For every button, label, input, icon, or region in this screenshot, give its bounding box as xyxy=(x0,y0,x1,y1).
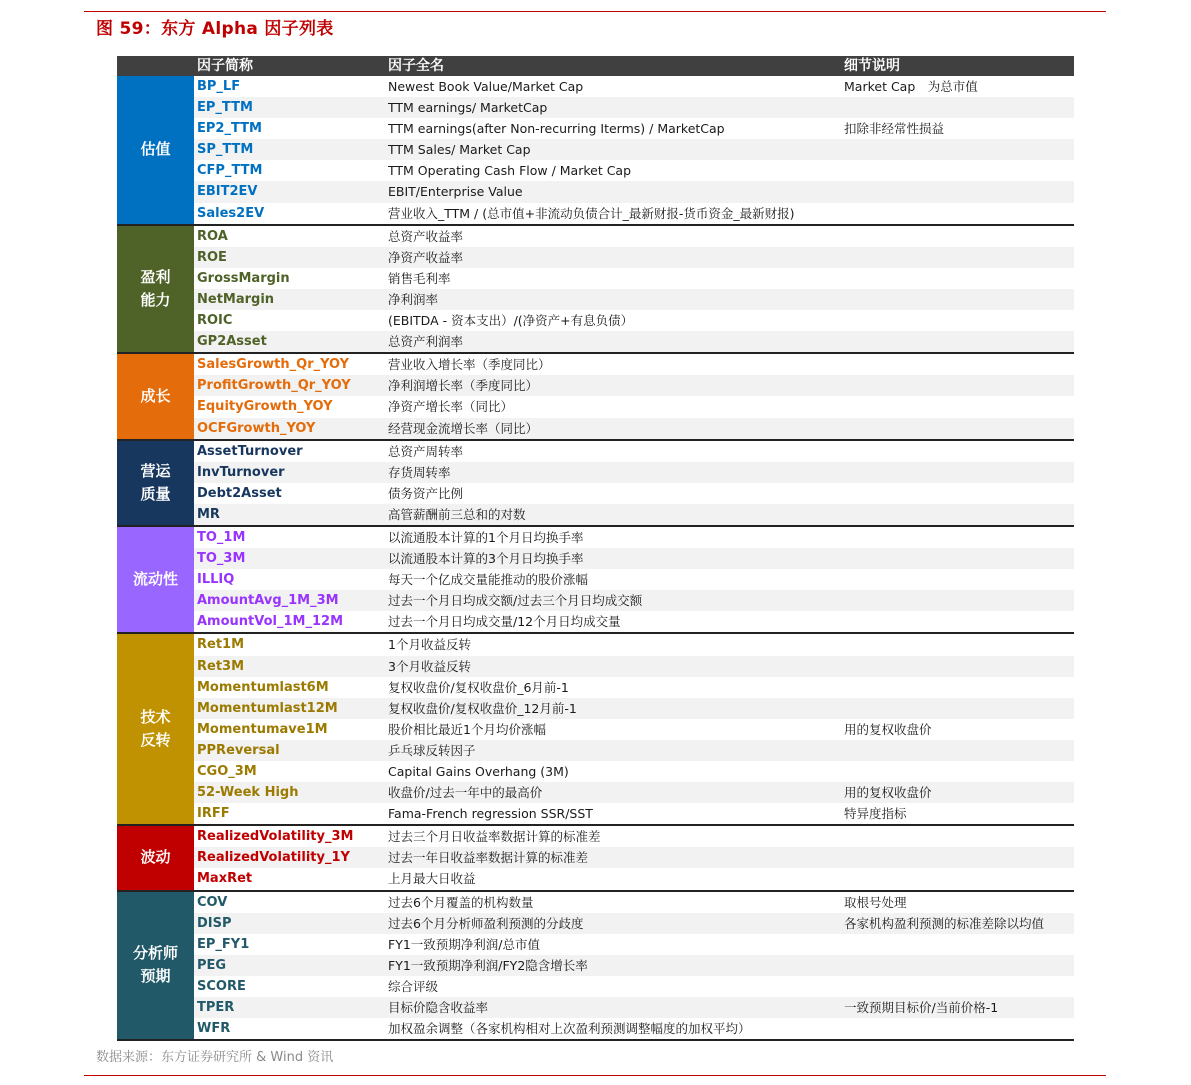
factor-note: Market Cap 为总市值 xyxy=(844,79,978,94)
factor-abbr: NetMargin xyxy=(197,291,275,307)
factor-abbr: IRFF xyxy=(197,806,230,822)
table-row xyxy=(194,76,1074,97)
factor-fullname: 以流通股本计算的1个月日均换手率 xyxy=(388,529,584,545)
table-row xyxy=(194,656,1074,677)
factor-abbr: TO_3M xyxy=(197,551,246,567)
table-row xyxy=(194,504,1074,525)
table-row xyxy=(194,997,1074,1018)
table-row xyxy=(194,868,1074,889)
factor-table xyxy=(117,56,1074,1041)
factor-fullname: 以流通股本计算的3个月日均换手率 xyxy=(388,551,584,567)
factor-abbr: RealizedVolatility_1Y xyxy=(197,850,350,866)
factor-note xyxy=(844,761,1074,782)
bottom-rule xyxy=(84,1075,1106,1076)
factor-fullname: 目标价隐含收益率 xyxy=(388,1000,489,1016)
factor-note xyxy=(844,934,1074,955)
factor-note xyxy=(844,310,1074,331)
table-row xyxy=(194,847,1074,868)
table-row xyxy=(194,310,1074,331)
factor-note: 特异度指标 xyxy=(844,806,907,822)
factor-note xyxy=(844,331,1074,352)
table-row xyxy=(194,976,1074,997)
factor-abbr: AmountAvg_1M_3M xyxy=(197,593,339,609)
factor-fullname: 营业收入增长率（季度同比） xyxy=(388,357,551,373)
category-cell: 盈利 能力 xyxy=(117,226,194,353)
factor-fullname: 净利润增长率（季度同比） xyxy=(388,378,539,394)
group-rows xyxy=(194,527,1074,632)
factor-abbr: ILLIQ xyxy=(197,572,235,588)
factor-fullname: 加权盈余调整（各家机构相对上次盈利预测调整幅度的加权平均） xyxy=(388,1021,751,1037)
factor-abbr: ProfitGrowth_Qr_YOY xyxy=(197,378,351,394)
factor-abbr: Momentumave1M xyxy=(197,721,328,737)
factor-note xyxy=(844,203,1074,224)
table-row xyxy=(194,740,1074,761)
factor-abbr: EP_TTM xyxy=(197,100,253,116)
factor-abbr: WFR xyxy=(197,1021,231,1037)
factor-fullname: TTM earnings/ MarketCap xyxy=(388,100,548,116)
table-row xyxy=(194,331,1074,352)
category-cell: 分析师 预期 xyxy=(117,892,194,1040)
factor-group xyxy=(117,76,1074,226)
table-row xyxy=(194,1018,1074,1039)
factor-note xyxy=(844,354,1074,375)
table-row xyxy=(194,677,1074,698)
factor-abbr: PEG xyxy=(197,957,227,973)
table-row xyxy=(194,634,1074,655)
factor-note xyxy=(844,97,1074,118)
table-row xyxy=(194,268,1074,289)
group-rows xyxy=(194,76,1074,224)
factor-note xyxy=(844,375,1074,396)
factor-fullname: 总资产周转率 xyxy=(388,443,464,459)
factor-abbr: Momentumlast12M xyxy=(197,700,338,716)
factor-abbr: EBIT2EV xyxy=(197,184,258,200)
category-cell: 技术 反转 xyxy=(117,634,194,824)
factor-abbr: ROE xyxy=(197,249,227,265)
factor-fullname: 上月最大日收益 xyxy=(388,871,476,887)
factor-note xyxy=(844,462,1074,483)
category-cell: 流动性 xyxy=(117,527,194,632)
source-note: 数据来源：东方证券研究所 & Wind 资讯 xyxy=(96,1050,334,1065)
factor-fullname: Fama-French regression SSR/SST xyxy=(388,806,593,822)
factor-abbr: SP_TTM xyxy=(197,142,254,158)
group-rows xyxy=(194,226,1074,353)
factor-abbr: BP_LF xyxy=(197,79,241,94)
factor-abbr: SalesGrowth_Qr_YOY xyxy=(197,357,350,373)
factor-abbr: OCFGrowth_YOY xyxy=(197,420,316,436)
factor-note xyxy=(844,181,1074,202)
factor-fullname: 过去一个月日均成交额/过去三个月日均成交额 xyxy=(388,593,643,609)
factor-note xyxy=(844,247,1074,268)
factor-note xyxy=(844,677,1074,698)
factor-abbr: DISP xyxy=(197,915,232,931)
table-row xyxy=(194,418,1074,439)
table-row xyxy=(194,139,1074,160)
factor-note xyxy=(844,548,1074,569)
table-row xyxy=(194,761,1074,782)
factor-fullname: 总资产利润率 xyxy=(388,334,464,350)
factor-fullname: TTM Sales/ Market Cap xyxy=(388,142,531,158)
factor-fullname: 过去6个月覆盖的机构数量 xyxy=(388,894,534,910)
category-cell: 营运 质量 xyxy=(117,441,194,525)
factor-abbr: InvTurnover xyxy=(197,464,285,480)
factor-fullname: 股价相比最近1个月均价涨幅 xyxy=(388,721,546,737)
factor-fullname: Capital Gains Overhang (3M) xyxy=(388,764,569,779)
factor-group xyxy=(117,226,1074,355)
factor-note xyxy=(844,527,1074,548)
factor-abbr: 52-Week High xyxy=(197,785,299,801)
factor-abbr: CGO_3M xyxy=(197,764,257,779)
factor-abbr: CFP_TTM xyxy=(197,163,263,179)
factor-abbr: MaxRet xyxy=(197,871,253,887)
factor-fullname: 收盘价/过去一年中的最高价 xyxy=(388,785,543,801)
factor-abbr: AssetTurnover xyxy=(197,443,303,459)
factor-abbr: EquityGrowth_YOY xyxy=(197,399,333,415)
table-row xyxy=(194,934,1074,955)
figure-title: 图 59：东方 Alpha 因子列表 xyxy=(96,19,334,39)
factor-group xyxy=(117,354,1074,440)
table-row xyxy=(194,462,1074,483)
table-row xyxy=(194,375,1074,396)
factor-fullname: 存货周转率 xyxy=(388,464,451,480)
factor-note xyxy=(844,139,1074,160)
factor-note xyxy=(844,569,1074,590)
table-row xyxy=(194,396,1074,417)
factor-note xyxy=(844,289,1074,310)
group-rows xyxy=(194,634,1074,824)
factor-group xyxy=(117,826,1074,891)
table-row xyxy=(194,181,1074,202)
factor-note xyxy=(844,268,1074,289)
table-row xyxy=(194,354,1074,375)
factor-note xyxy=(844,160,1074,181)
factor-note xyxy=(844,226,1074,247)
factor-abbr: Ret1M xyxy=(197,637,245,653)
factor-note xyxy=(844,504,1074,525)
table-row xyxy=(194,118,1074,139)
factor-note: 扣除非经常性损益 xyxy=(844,121,945,137)
factor-note: 各家机构盈利预测的标准差除以均值 xyxy=(844,915,1045,931)
factor-fullname: FY1一致预期净利润/总市值 xyxy=(388,936,540,952)
header-category xyxy=(117,56,194,76)
factor-abbr: TPER xyxy=(197,1000,235,1016)
table-row xyxy=(194,803,1074,824)
table-row xyxy=(194,527,1074,548)
header-fullname: 因子全名 xyxy=(388,58,444,74)
table-row xyxy=(194,590,1074,611)
group-rows xyxy=(194,354,1074,438)
table-row xyxy=(194,483,1074,504)
factor-fullname: FY1一致预期净利润/FY2隐含增长率 xyxy=(388,957,588,973)
factor-note xyxy=(844,740,1074,761)
factor-abbr: MR xyxy=(197,506,220,522)
factor-fullname: 销售毛利率 xyxy=(388,270,451,286)
factor-abbr: AmountVol_1M_12M xyxy=(197,614,344,630)
table-row xyxy=(194,203,1074,224)
factor-fullname: 3个月收益反转 xyxy=(388,658,471,674)
factor-fullname: 经营现金流增长率（同比） xyxy=(388,420,539,436)
factor-abbr: EP_FY1 xyxy=(197,936,250,952)
table-row xyxy=(194,719,1074,740)
factor-fullname: 过去三个月日收益率数据计算的标准差 xyxy=(388,829,601,845)
table-row xyxy=(194,160,1074,181)
factor-group xyxy=(117,634,1074,826)
factor-fullname: 1个月收益反转 xyxy=(388,637,471,653)
table-row xyxy=(194,548,1074,569)
factor-fullname: 综合评级 xyxy=(388,978,439,994)
top-rule xyxy=(84,11,1106,12)
group-rows xyxy=(194,826,1074,889)
factor-fullname: 净利润率 xyxy=(388,291,439,307)
table-row xyxy=(194,892,1074,913)
factor-abbr: Ret3M xyxy=(197,658,245,674)
factor-group xyxy=(117,527,1074,634)
factor-abbr: GrossMargin xyxy=(197,270,290,286)
factor-note xyxy=(844,656,1074,677)
category-cell: 成长 xyxy=(117,354,194,438)
header-notes: 细节说明 xyxy=(844,58,900,74)
factor-fullname: 高管薪酬前三总和的对数 xyxy=(388,506,526,522)
table-body xyxy=(117,76,1074,1041)
factor-note: 取根号处理 xyxy=(844,894,907,910)
table-row xyxy=(194,782,1074,803)
factor-fullname: 过去一年日收益率数据计算的标准差 xyxy=(388,850,589,866)
factor-abbr: Debt2Asset xyxy=(197,485,282,501)
factor-fullname: TTM Operating Cash Flow / Market Cap xyxy=(388,163,632,179)
factor-fullname: 乒乓球反转因子 xyxy=(388,742,476,758)
factor-note xyxy=(844,847,1074,868)
table-row xyxy=(194,611,1074,632)
factor-note xyxy=(844,590,1074,611)
factor-fullname: 每天一个亿成交量能推动的股价涨幅 xyxy=(388,572,589,588)
table-row xyxy=(194,247,1074,268)
factor-note xyxy=(844,396,1074,417)
factor-abbr: Momentumlast6M xyxy=(197,679,329,695)
factor-note xyxy=(844,441,1074,462)
factor-group xyxy=(117,441,1074,527)
table-row xyxy=(194,826,1074,847)
table-row xyxy=(194,913,1074,934)
factor-abbr: GP2Asset xyxy=(197,334,267,350)
table-row xyxy=(194,955,1074,976)
table-row xyxy=(194,569,1074,590)
factor-note xyxy=(844,698,1074,719)
factor-abbr: Sales2EV xyxy=(197,205,265,221)
factor-fullname: 总资产收益率 xyxy=(388,228,464,244)
category-cell: 波动 xyxy=(117,826,194,889)
factor-abbr: SCORE xyxy=(197,978,246,994)
factor-note xyxy=(844,611,1074,632)
factor-fullname: EBIT/Enterprise Value xyxy=(388,184,523,200)
factor-fullname: (EBITDA - 资本支出）/(净资产+有息负债） xyxy=(388,313,634,329)
factor-note xyxy=(844,634,1074,655)
factor-note: 一致预期目标价/当前价格-1 xyxy=(844,1000,999,1016)
factor-note xyxy=(844,483,1074,504)
factor-abbr: RealizedVolatility_3M xyxy=(197,829,354,845)
factor-group xyxy=(117,892,1074,1042)
table-row xyxy=(194,441,1074,462)
table-row xyxy=(194,698,1074,719)
factor-fullname: 复权收盘价/复权收盘价_6月前-1 xyxy=(388,679,569,695)
factor-note xyxy=(844,826,1074,847)
header-abbr: 因子简称 xyxy=(197,58,253,74)
factor-fullname: 过去一个月日均成交量/12个月日均成交量 xyxy=(388,614,621,630)
table-row xyxy=(194,289,1074,310)
factor-abbr: ROA xyxy=(197,228,228,244)
factor-note xyxy=(844,868,1074,889)
factor-fullname: 复权收盘价/复权收盘价_12月前-1 xyxy=(388,700,577,716)
factor-fullname: 营业收入_TTM / (总市值+非流动负债合计_最新财报-货币资金_最新财报) xyxy=(388,205,795,221)
factor-abbr: EP2_TTM xyxy=(197,121,262,137)
factor-note xyxy=(844,976,1074,997)
factor-fullname: TTM earnings(after Non-recurring Iterms) / MarketCap xyxy=(388,121,725,137)
factor-note xyxy=(844,1018,1074,1039)
factor-fullname: 过去6个月分析师盈利预测的分歧度 xyxy=(388,915,584,931)
factor-abbr: TO_1M xyxy=(197,529,246,545)
factor-fullname: 净资产增长率（同比） xyxy=(388,399,514,415)
factor-fullname: 债务资产比例 xyxy=(388,485,464,501)
category-cell: 估值 xyxy=(117,76,194,224)
table-header xyxy=(117,56,1074,76)
factor-abbr: COV xyxy=(197,894,228,910)
group-rows xyxy=(194,892,1074,1040)
factor-note xyxy=(844,418,1074,439)
factor-note xyxy=(844,955,1074,976)
factor-fullname: 净资产收益率 xyxy=(388,249,464,265)
factor-note: 用的复权收盘价 xyxy=(844,785,932,801)
group-rows xyxy=(194,441,1074,525)
factor-abbr: PPReversal xyxy=(197,742,280,758)
table-row xyxy=(194,97,1074,118)
factor-note: 用的复权收盘价 xyxy=(844,721,932,737)
factor-abbr: ROIC xyxy=(197,313,233,329)
table-row xyxy=(194,226,1074,247)
factor-fullname: Newest Book Value/Market Cap xyxy=(388,79,584,94)
